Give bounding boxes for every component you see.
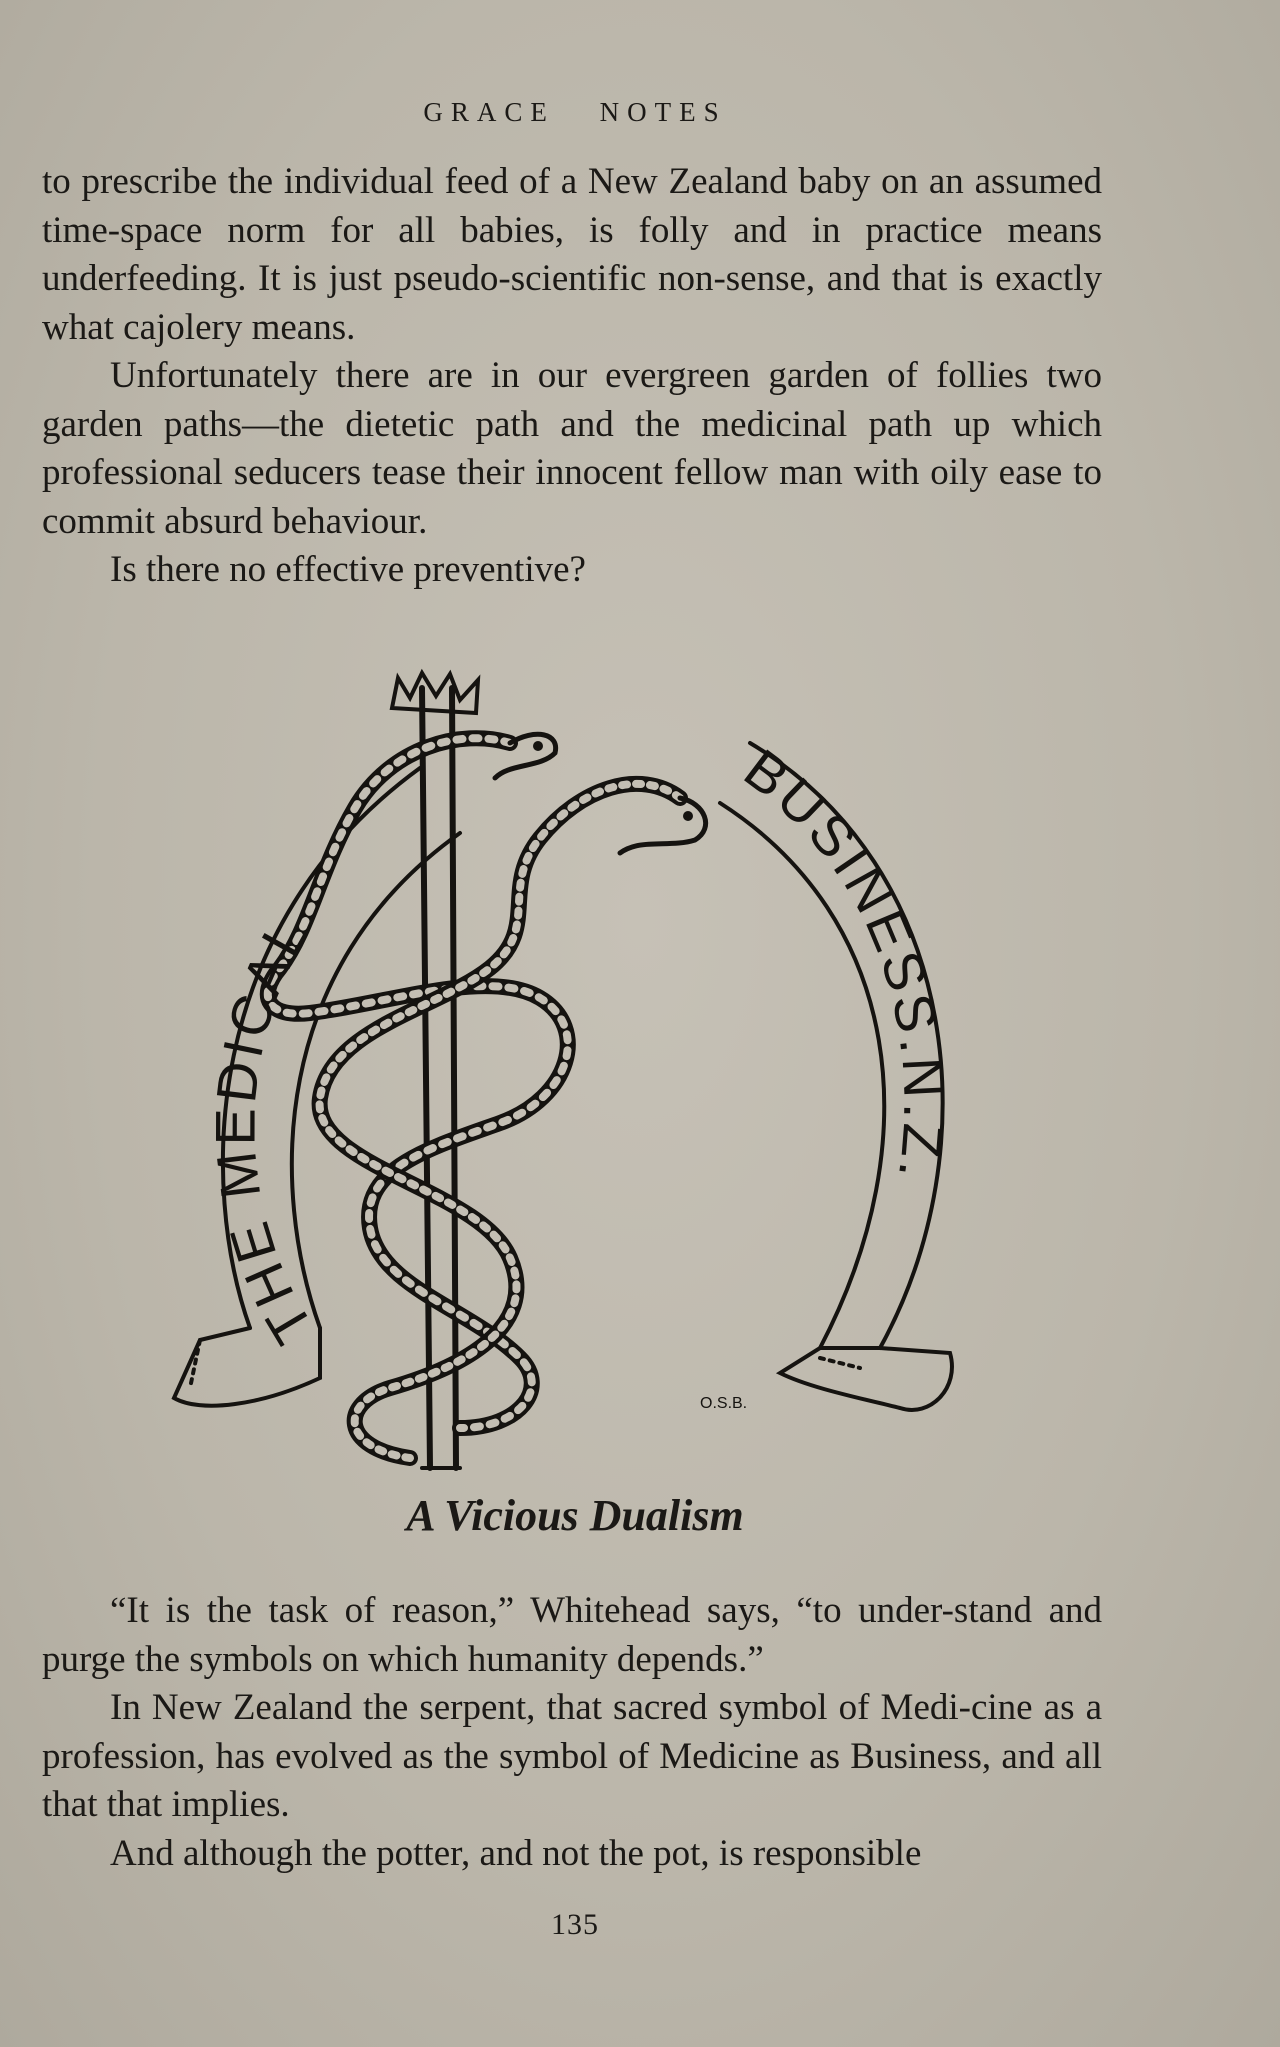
paragraph: “It is the task of reason,” Whitehead says, “to under-stand and purge the symbols on which humanity depends.”	[42, 1590, 1102, 1680]
paragraph: Is there no effective preventive?	[110, 549, 586, 590]
paragraph: In New Zealand the serpent, that sacred symbol of Medi-cine as a profession, has evolved as the symbol of Medicine as Business, and all that that implies.	[42, 1687, 1102, 1825]
crown	[392, 673, 478, 713]
left-banner-tail	[174, 1328, 320, 1406]
serpent-eye	[683, 811, 693, 821]
rod	[422, 688, 430, 1468]
artist-signature: O.S.B.	[700, 1395, 748, 1412]
illustration-caption: A Vicious Dualism	[406, 1491, 744, 1540]
paragraph: And although the potter, and not the pot, is responsible	[110, 1832, 922, 1874]
top-text-block	[42, 158, 1102, 595]
page-number: 135	[551, 1908, 599, 1941]
right-banner-tail	[780, 1348, 952, 1410]
running-head: GRACE NOTES	[423, 97, 727, 127]
paragraph: Unfortunately there are in our evergreen garden of follies two garden paths—the dietetic path and the medicinal path up which professional seducers tease their innocent fellow man with oily ease to commit absurd behaviour.	[42, 355, 1102, 542]
left-banner-text: THE MEDICAL	[203, 904, 325, 1355]
serpent-eye	[533, 741, 543, 751]
paragraph-continued: to prescribe the individual feed of a New Zealand baby on an assumed time-space norm for all babies, is folly and in practice means underfeeding. It is just pseudo-scientific non-sense, and that is exactly what cajolery means.	[42, 161, 1102, 348]
right-banner-text: BUSINESS.N.Z.	[733, 736, 956, 1187]
medical-business-emblem	[160, 668, 980, 1488]
serpent-two-head	[620, 798, 706, 853]
bottom-text-block	[42, 1587, 1102, 1878]
